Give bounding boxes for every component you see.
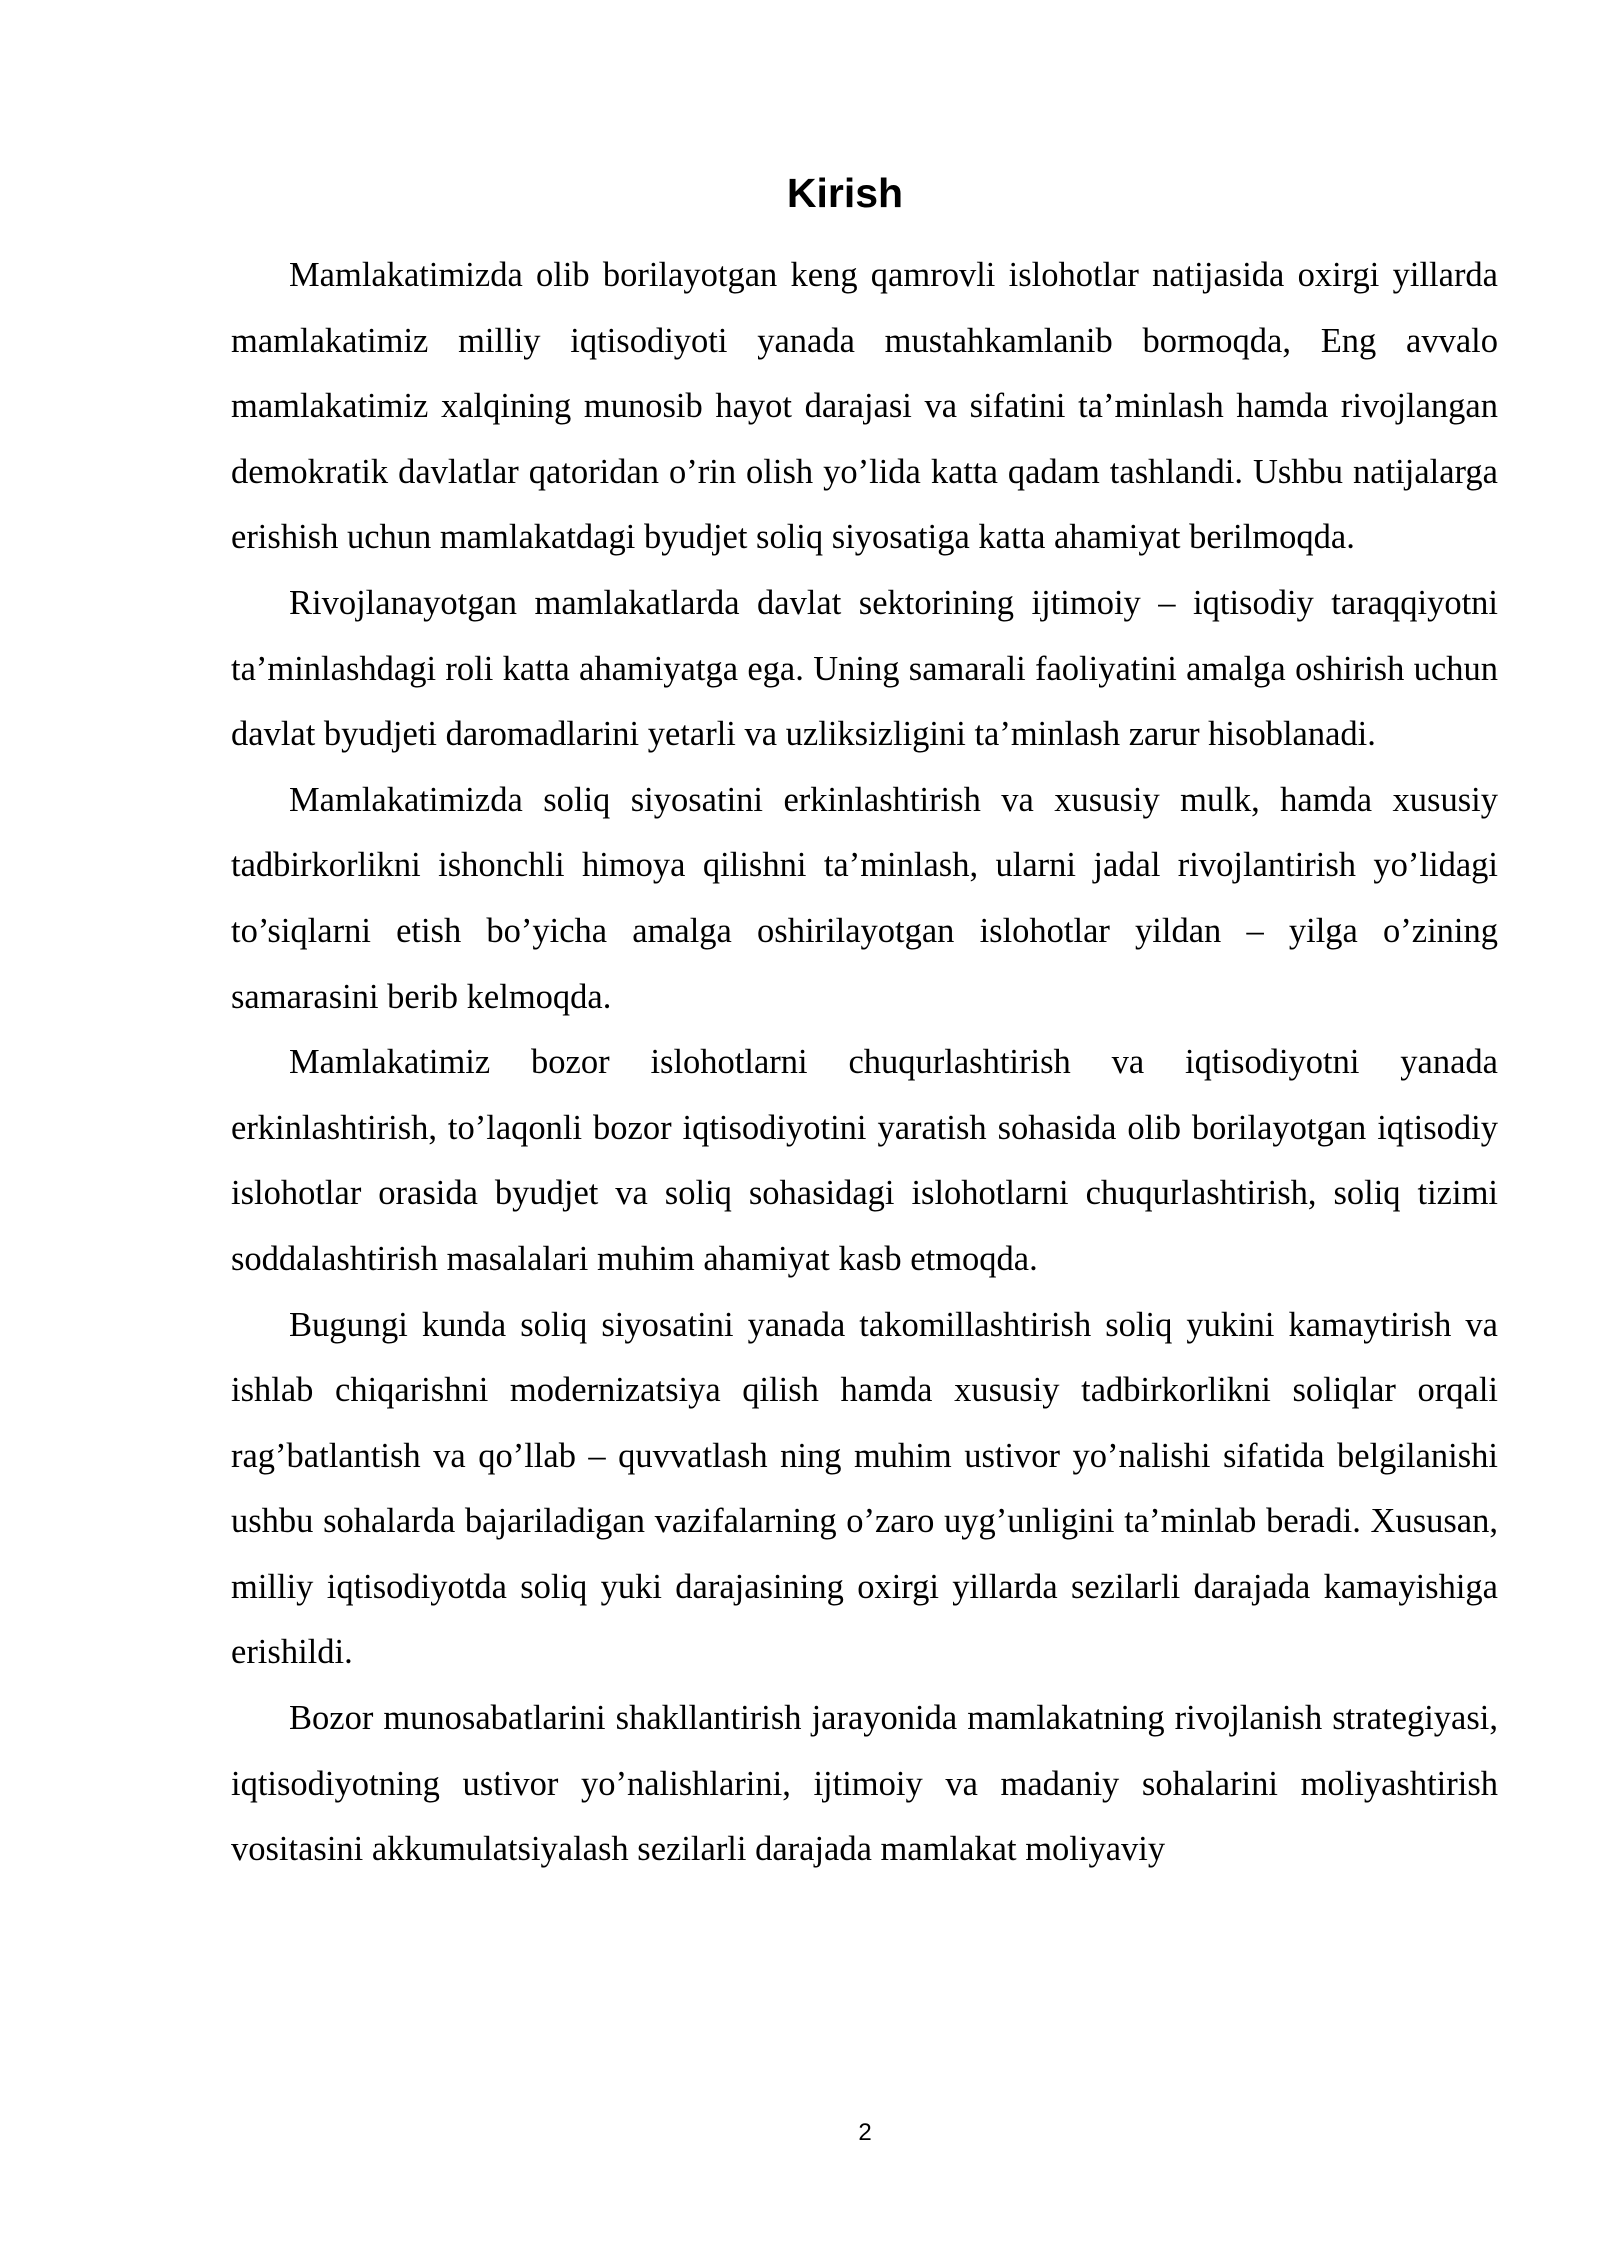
page-number: 2 <box>858 2119 872 2146</box>
paragraph: Bozor munosabatlarini shakllantirish jarayonida mamlakatning rivojlanish strategiyasi, iqtisodiyotning ustivor yo’nalishlarini, ijtimoiy va madaniy sohalarini moliyashtirish vositasini akkumulatsiyalash sezilarli darajada mamlakat moliyaviy <box>231 1699 1498 1869</box>
paragraph: Bugungi kunda soliq siyosatini yanada takomillashtirish soliq yukini kamaytirish va ishlab chiqarishni modernizatsiya qilish hamda xususiy tadbirkorlikni soliqlar orqali rag’batlantish va qo’llab – quvvatlash ning muhim ustivor yo’nalishi sifatida belgilanishi ushbu sohalarda bajariladigan vazifalarning o’zaro uyg’unligini ta’minlab beradi. Xususan, milliy iqtisodiyotda soliq yuki darajasining oxirgi yillarda sezilarli darajada kamayishiga erishildi. <box>231 1305 1498 1672</box>
page-title: Kirish <box>786 170 904 216</box>
paragraph: Rivojlanayotgan mamlakatlarda davlat sektorining ijtimoiy – iqtisodiy taraqqiyotni ta’minlashdagi roli katta ahamiyatga ega. Uning samarali faoliyatini amalga oshirish uchun davlat byudjeti daromadlarini yetarli va uzliksizligini ta’minlash zarur hisoblanadi. <box>231 583 1498 754</box>
paragraph: Mamlakatimizda soliq siyosatini erkinlashtirish va xususiy mulk, hamda xususiy tadbirkorlikni ishonchli himoya qilishni ta’minlash, ularni jadal rivojlantirish yo’lidagi to’siqlarni etish bo’yicha amalga oshirilayotgan islohotlar yildan – yilga o’zining samarasini berib kelmoqda. <box>231 780 1498 1016</box>
body-text <box>231 243 1498 1883</box>
paragraph: Mamlakatimiz bozor islohotlarni chuqurlashtirish va iqtisodiyotni yanada erkinlashtirish, to’laqonli bozor iqtisodiyotini yaratish sohasida olib borilayotgan iqtisodiy islohotlar orasida byudjet va soliq sohasidagi islohotlarni chuqurlashtirish, soliq tizimi soddalashtirish masalalari muhim ahamiyat kasb etmoqda. <box>231 1043 1498 1278</box>
paragraph: Mamlakatimizda olib borilayotgan keng qamrovli islohotlar natijasida oxirgi yillarda mamlakatimiz milliy iqtisodiyoti yanada mustahkamlanib bormoqda, Eng avvalo mamlakatimiz xalqining munosib hayot darajasi va sifatini ta’minlash hamda rivojlangan demokratik davlatlar qatoridan o’rin olish yo’lida katta qadam tashlandi. Ushbu natijalarga erishish uchun mamlakatdagi byudjet soliq siyosatiga katta ahamiyat berilmoqda. <box>231 256 1498 557</box>
